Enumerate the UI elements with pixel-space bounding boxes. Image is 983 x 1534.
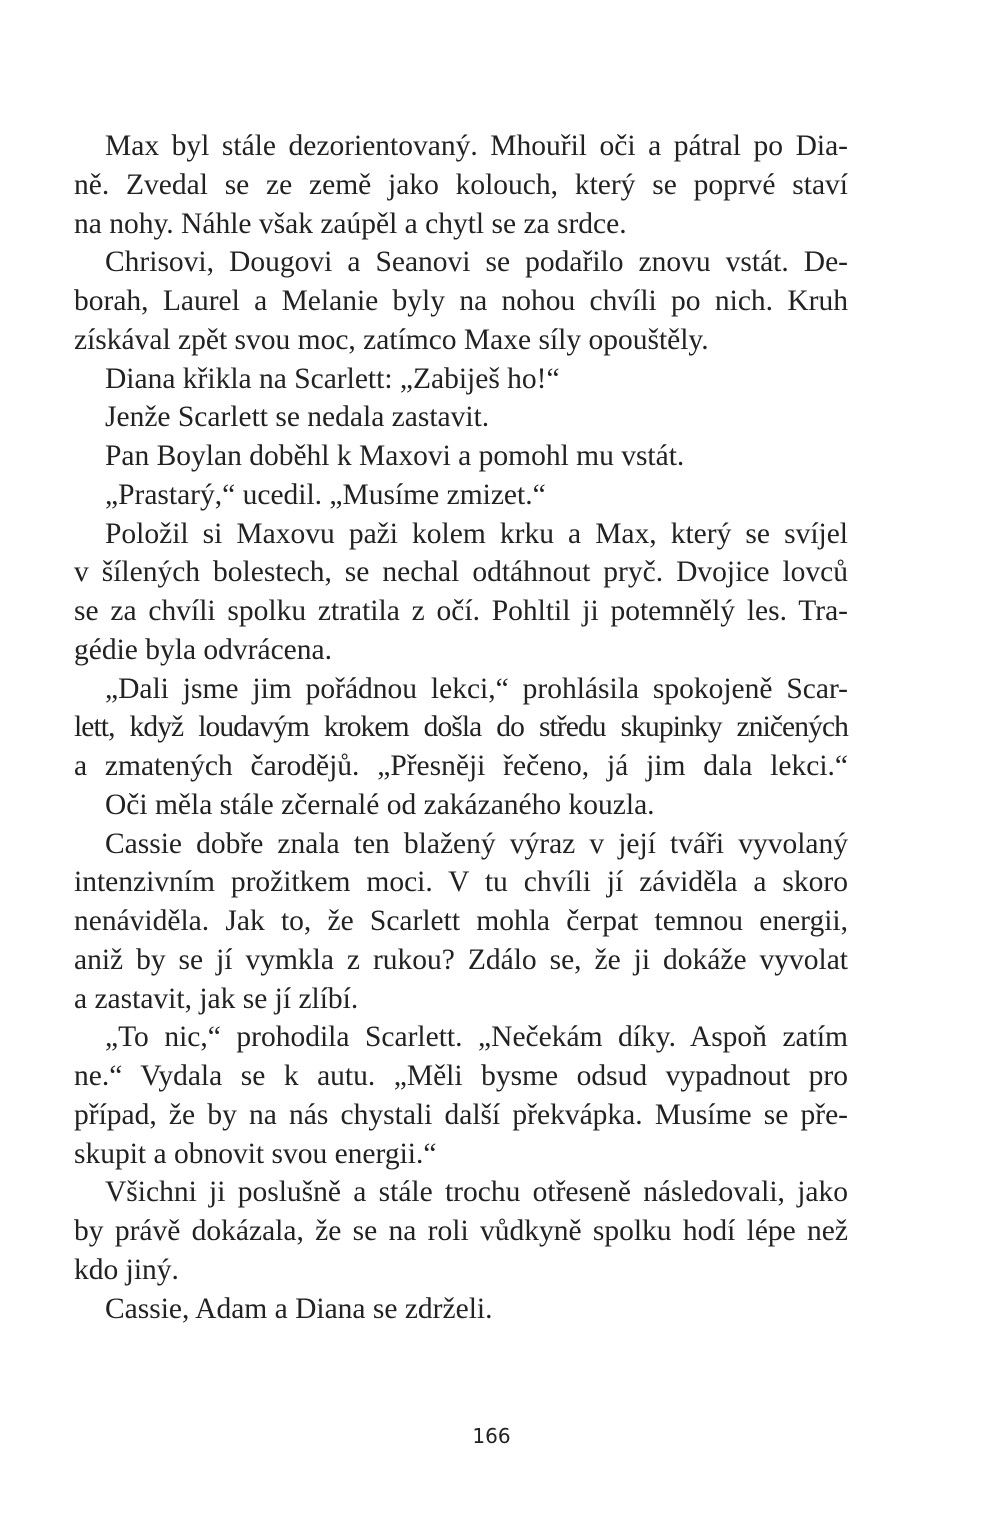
text-line: Oči měla stále zčernalé od zakázaného kouzla.	[105, 788, 655, 821]
text-line: „To nic,“ prohodila Scarlett. „Nečekám díky. Aspoň zatím	[105, 1021, 848, 1054]
text-line: případ, že by na nás chystali další překvápka. Musíme se pře-	[74, 1098, 848, 1131]
text-line: a zmatených čarodějů. „Přesněji řečeno, já jim dala lekci.“	[74, 750, 848, 782]
text-line: intenzivním prožitkem moci. V tu chvíli jí záviděla a skoro	[74, 866, 848, 899]
text-line: Max byl stále dezorientovaný. Mhouřil oči a pátral po Dia-	[105, 130, 848, 162]
text-line: „Prastarý,“ ucedil. „Musíme zmizet.“	[105, 478, 546, 511]
text-line: se za chvíli spolku ztratila z očí. Pohltil ji potemnělý les. Tra-	[74, 595, 848, 627]
text-line: získával zpět svou moc, zatímco Maxe síly opouštěly.	[74, 323, 709, 356]
text-line: „Dali jsme jim pořádnou lekci,“ prohlásila spokojeně Scar-	[105, 672, 848, 705]
text-line: Diana křikla na Scarlett: „Zabiješ ho!“	[105, 362, 560, 395]
page-number: 166	[472, 1424, 511, 1448]
text-line: Položil si Maxovu paži kolem krku a Max, který se svíjel	[105, 517, 848, 550]
text-line: kdo jiný.	[74, 1253, 179, 1286]
text-line: Chrisovi, Dougovi a Seanovi se podařilo znovu vstát. De-	[105, 246, 848, 279]
text-line: Jenže Scarlett se nedala zastavit.	[105, 401, 490, 434]
text-line: ne.“ Vydala se k autu. „Měli bysme odsud vypadnout pro	[74, 1060, 848, 1092]
text-line: a zastavit, jak se jí zlíbí.	[74, 982, 359, 1015]
text-line: Všichni ji poslušně a stále trochu otřeseně následovali, jako	[105, 1176, 848, 1209]
text-line: lett, když loudavým krokem došla do středu skupinky zničených	[74, 711, 848, 744]
text-line: Cassie dobře znala ten blažený výraz v její tváři vyvolaný	[105, 827, 848, 860]
text-line: na nohy. Náhle však zaúpěl a chytl se za srdce.	[74, 207, 627, 240]
text-line: borah, Laurel a Melanie byly na nohou chvíli po nich. Kruh	[74, 285, 848, 317]
text-line: skupit a obnovit svou energii.“	[74, 1137, 437, 1170]
text-line: Pan Boylan doběhl k Maxovi a pomohl mu vstát.	[105, 440, 685, 472]
body-text	[74, 127, 848, 1328]
text-line: by právě dokázala, že se na roli vůdkyně spolku hodí lépe než	[74, 1215, 848, 1247]
text-line: v šílených bolestech, se nechal odtáhnout pryč. Dvojice lovců	[74, 556, 848, 589]
text-line: ně. Zvedal se ze země jako kolouch, který se poprvé staví	[74, 168, 848, 201]
text-line: gédie byla odvrácena.	[74, 633, 332, 666]
text-line: aniž by se jí vymkla z rukou? Zdálo se, že ji dokáže vyvolat	[74, 943, 848, 976]
text-line: Cassie, Adam a Diana se zdrželi.	[105, 1292, 493, 1325]
text-line: nenáviděla. Jak to, že Scarlett mohla čerpat temnou energii,	[74, 905, 848, 937]
